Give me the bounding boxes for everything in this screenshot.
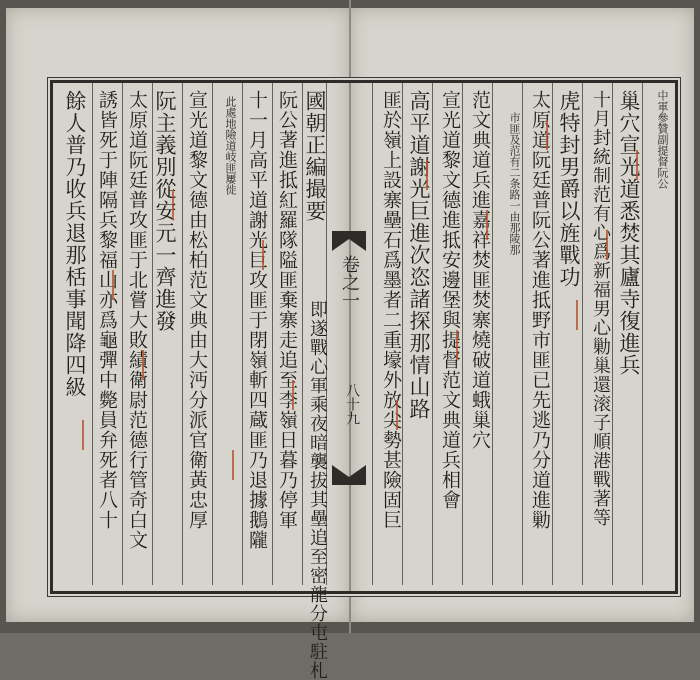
column-rule bbox=[432, 83, 433, 585]
text-column: 宣光道黎文德進抵安邊堡與提督范文典道兵相會 bbox=[439, 90, 461, 510]
punctuation-mark bbox=[576, 300, 584, 330]
text-column: 十月封統制范有心爲新福男心勦巢還滚子順港戰著等 bbox=[590, 90, 611, 527]
lower-fishtail-icon bbox=[332, 465, 366, 485]
punctuation-mark bbox=[292, 380, 300, 410]
column-rule bbox=[212, 83, 213, 585]
punctuation-mark bbox=[82, 420, 90, 450]
center-block bbox=[326, 83, 372, 585]
column-rule bbox=[522, 83, 523, 585]
punctuation-mark bbox=[262, 240, 270, 270]
punctuation-mark bbox=[546, 120, 554, 150]
punctuation-mark bbox=[486, 210, 494, 240]
text-column-note: 此處地險道岐匪屢徙 bbox=[224, 96, 237, 195]
text-column: 范文典道兵進嘉祥焚匪焚寨燒破道蛾巢穴 bbox=[469, 90, 491, 450]
column-rule bbox=[402, 83, 403, 585]
text-column: 虎特封男爵以旌戰功 bbox=[557, 90, 581, 288]
text-column: 誘皆死于陣隔兵黎福山亦爲龜彈中斃員弁死者八十 bbox=[96, 90, 118, 530]
punctuation-mark bbox=[426, 160, 434, 190]
text-column: 十一月高平道謝光巨攻匪于閉嶺斬四蔵匪乃退據鵝隴 bbox=[246, 90, 268, 550]
book-title: 國朝正編撮要 bbox=[303, 90, 327, 222]
text-column: 巢穴宣光道悉焚其廬寺復進兵 bbox=[617, 90, 641, 376]
punctuation-mark bbox=[142, 350, 150, 380]
text-column: 阮公著進抵紅羅隊隘匪棄寨走追至李嶺日暮乃停軍 bbox=[276, 90, 298, 530]
text-column-note: 中軍參贊副提督阮公 bbox=[656, 90, 669, 189]
text-column: 太原道阮廷普攻匪于北嘗大敗績衛尉范德行管奇白文 bbox=[126, 90, 148, 550]
punctuation-mark bbox=[456, 330, 464, 360]
text-column-note: 市匪及范有二条路一由那陵那 bbox=[508, 112, 521, 255]
text-column: 即遂戰心軍乘夜暗襲拔其壘追至密龍分屯駐札 bbox=[307, 300, 328, 680]
punctuation-mark bbox=[172, 190, 180, 220]
column-rule bbox=[582, 83, 583, 585]
column-rule bbox=[552, 83, 553, 585]
punctuation-mark bbox=[606, 230, 614, 260]
text-column: 阮主義別從安元一齊進發 bbox=[153, 90, 177, 332]
punctuation-mark bbox=[232, 450, 240, 480]
punctuation-mark bbox=[636, 150, 644, 180]
text-column: 餘人普乃收兵退那栝事聞降四級 bbox=[63, 90, 87, 398]
upper-fishtail-icon bbox=[332, 231, 366, 251]
column-rule bbox=[492, 83, 493, 585]
punctuation-mark bbox=[396, 400, 404, 430]
column-rule bbox=[612, 83, 613, 585]
page-number: 八十九 bbox=[344, 383, 360, 425]
column-rule bbox=[372, 83, 373, 585]
text-column: 高平道謝光巨進次恣諸探那情山路 bbox=[407, 90, 431, 420]
text-column: 太原道阮廷普阮公著進抵野市匪已先逃乃分道進勦 bbox=[529, 90, 551, 530]
text-column: 宣光道黎文德由松柏范文典由大沔分派官衛黃忠厚 bbox=[186, 90, 208, 530]
punctuation-mark bbox=[112, 270, 120, 300]
text-column: 匪於嶺上設寨壘石爲墨者二重壕外放尖勢甚險固巨 bbox=[380, 90, 402, 530]
volume-label: 卷之一 bbox=[339, 255, 360, 309]
